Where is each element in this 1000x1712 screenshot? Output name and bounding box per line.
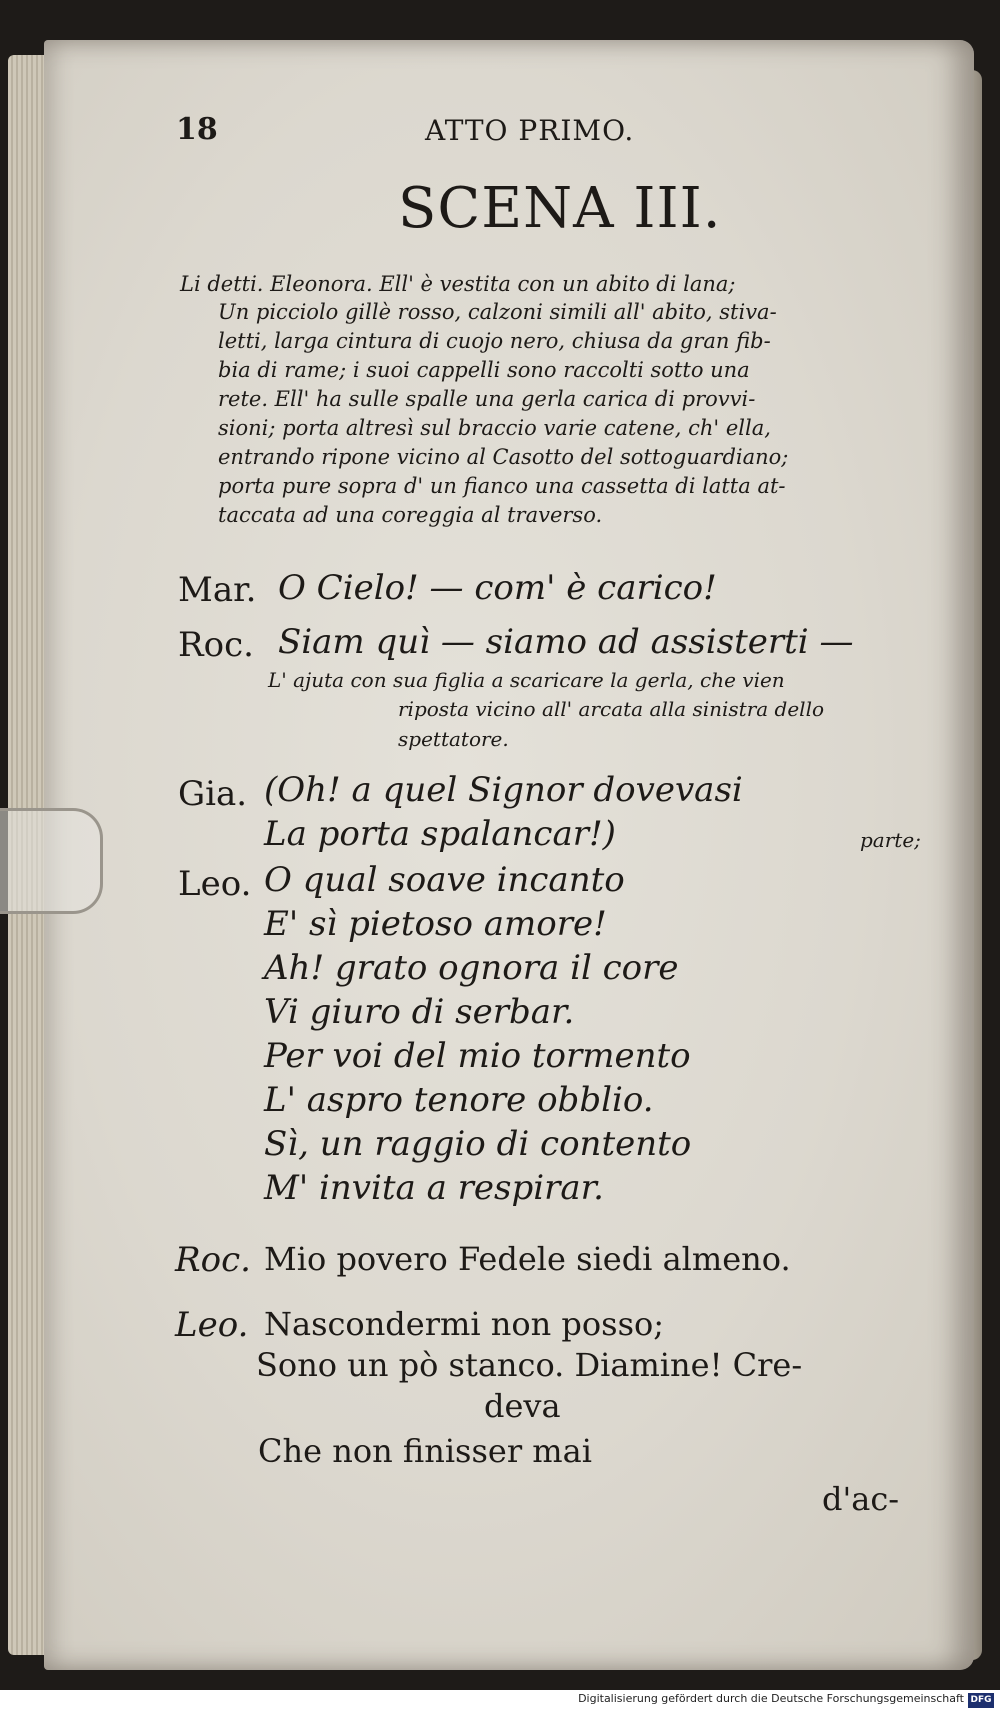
speaker-label: Mar. (178, 570, 257, 610)
verse-line: (Oh! a quel Signor dovevasi (264, 770, 743, 810)
stage-direction-line: sioni; porta altresì sul braccio varie catene, ch' ella, (218, 416, 771, 440)
exit-direction: parte; (860, 828, 921, 852)
verse-line: M' invita a respirar. (264, 1168, 604, 1208)
speaker-label: Gia. (178, 774, 248, 814)
speaker-label: Leo. (175, 1305, 249, 1345)
stage-direction-line: letti, larga cintura di cuojo nero, chiusa da gran fib- (218, 329, 771, 353)
verse-line: Ah! grato ognora il core (264, 948, 679, 988)
speaker-label: Roc. (175, 1240, 251, 1280)
scene-title: SCENA III. (398, 176, 722, 241)
catchword: d'ac- (822, 1480, 900, 1518)
stage-direction-line: bia di rame; i suoi cappelli sono raccolti sotto una (218, 358, 750, 382)
speaker-label: Leo. (178, 864, 252, 904)
stage-direction-line: L' ajuta con sua figlia a scaricare la gerla, che vien (268, 668, 785, 692)
stage-direction-line: taccata ad una coreggia al traverso. (218, 503, 603, 527)
stage-direction-line: spettatore. (398, 727, 509, 751)
stage-direction-line: rete. Ell' ha sulle spalle una gerla carica di provvi- (218, 387, 756, 411)
stage-direction-line: entrando ripone vicino al Casotto del sottoguardiano; (218, 445, 789, 469)
dfg-logo-icon: DFG (968, 1693, 994, 1708)
speech-line: Che non finisser mai (258, 1432, 592, 1470)
page-number: 18 (176, 112, 218, 147)
speech-line: deva (484, 1387, 561, 1425)
verse-line: La porta spalancar!) (264, 814, 616, 854)
footer-bar (0, 1690, 1000, 1712)
stage-direction-line: riposta vicino all' arcata alla sinistra dello (398, 697, 825, 721)
verse-line: Sì, un raggio di contento (264, 1124, 692, 1164)
verse-line: Per voi del mio tormento (264, 1036, 691, 1076)
verse-line: E' sì pietoso amore! (264, 904, 607, 944)
verse-line: O qual soave incanto (264, 860, 625, 900)
verse-line: Vi giuro di serbar. (264, 992, 575, 1032)
speech-line: Mio povero Fedele siedi almeno. (264, 1240, 791, 1278)
footer-credit: Digitalisierung gefördert durch die Deutsche Forschungsgemeinschaft (578, 1692, 964, 1705)
stage-direction-line: Un picciolo gillè rosso, calzoni simili all' abito, stiva- (218, 300, 777, 324)
verse-line: L' aspro tenore obblio. (264, 1080, 654, 1120)
page-clip (0, 808, 103, 914)
stage-direction-line: Li detti. Eleonora. Ell' è vestita con un abito di lana; (180, 272, 736, 296)
verse-line: O Cielo! — com' è carico! (278, 568, 717, 608)
verse-line: Siam quì — siamo ad assisterti — (278, 622, 854, 662)
stage-direction-line: porta pure sopra d' un fianco una cassetta di latta at- (218, 474, 786, 498)
speaker-label: Roc. (178, 625, 254, 665)
speech-line: Sono un pò stanco. Diamine! Cre- (256, 1346, 803, 1384)
running-head: ATTO PRIMO. (425, 114, 635, 147)
speech-line: Nascondermi non posso; (264, 1305, 665, 1343)
